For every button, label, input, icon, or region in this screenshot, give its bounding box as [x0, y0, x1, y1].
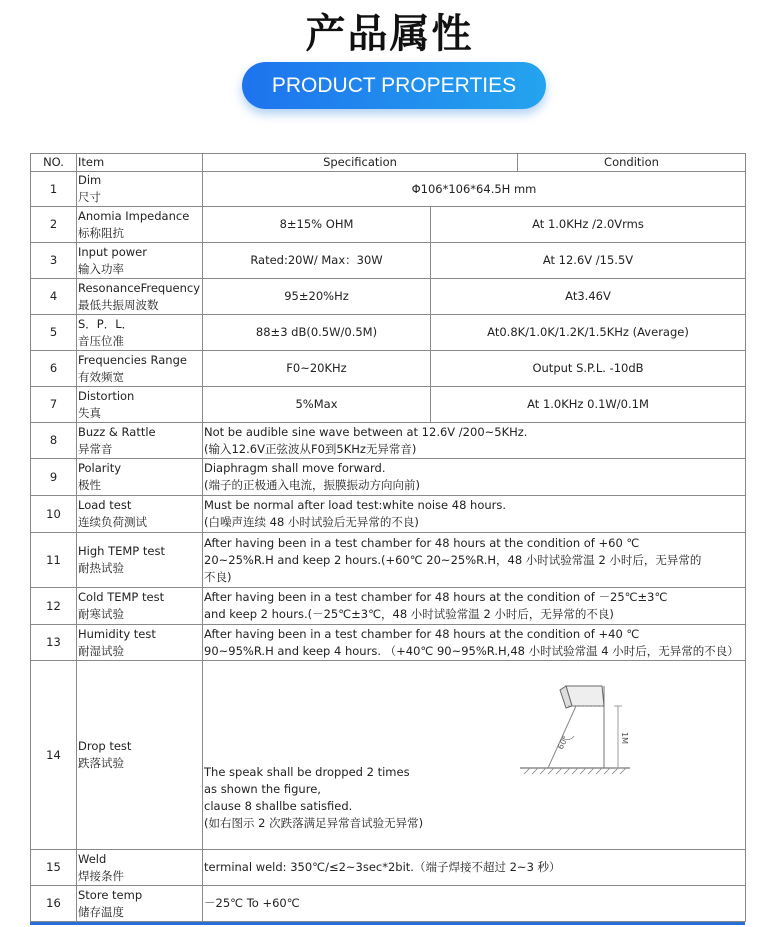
description-line: (如右图示 2 次跌落满足异常音试验无异常) — [204, 816, 424, 830]
item-en: S．P．L． — [78, 316, 134, 331]
item-en: High TEMP test — [78, 544, 165, 558]
item-cn: 连续负荷测试 — [78, 515, 147, 529]
header-specification: Specification — [203, 154, 518, 172]
description-line: as shown the figure, — [204, 782, 321, 796]
row-number: 2 — [31, 207, 77, 243]
description-line: (输入12.6V正弦波从F0到5KHz无异常音) — [204, 441, 417, 456]
table-row — [31, 387, 746, 423]
item-cn: 耐湿试验 — [78, 643, 124, 658]
row-number: 12 — [31, 588, 77, 625]
spec-cell: F0~20KHz — [203, 351, 431, 387]
item-en: Input power — [78, 244, 147, 259]
drop-test-figure — [518, 678, 636, 776]
description-cell — [203, 533, 746, 588]
description-cell — [203, 850, 746, 886]
header-item: Item — [77, 154, 203, 172]
description-line: and keep 2 hours.(－25℃±3℃，48 小时试验常温 2 小时后，无异常的不良) — [204, 607, 614, 621]
condition-cell: At 12.6V /15.5V — [431, 243, 746, 279]
table-row — [31, 661, 746, 850]
row-number: 14 — [31, 661, 77, 850]
table-header-row — [31, 154, 746, 172]
description-cell — [203, 625, 746, 661]
row-number: 10 — [31, 496, 77, 533]
table-row — [31, 588, 746, 625]
item-cell — [77, 423, 203, 459]
item-cell — [77, 351, 203, 387]
row-number: 13 — [31, 625, 77, 661]
item-cell — [77, 459, 203, 496]
table-row — [31, 533, 746, 588]
item-cell — [77, 172, 203, 207]
item-cn: 音压位准 — [78, 333, 124, 348]
row-number: 3 — [31, 243, 77, 279]
table-row — [31, 351, 746, 387]
item-cell — [77, 207, 203, 243]
item-cn: 极性 — [78, 478, 101, 492]
item-en: Cold TEMP test — [78, 590, 165, 604]
table-row — [31, 496, 746, 533]
item-cell — [77, 387, 203, 423]
item-cn: 耐寒试验 — [78, 607, 124, 621]
item-cn: 跌落试验 — [78, 756, 124, 770]
table-row — [31, 423, 746, 459]
item-en: Frequencies Range — [78, 352, 187, 367]
item-cell — [77, 625, 203, 661]
item-cn: 尺寸 — [78, 190, 101, 204]
description-line: Not be audible sine wave between at 12.6V /200~5KHz. — [204, 424, 528, 439]
item-en: Distortion — [78, 388, 135, 403]
description-line: (白噪声连续 48 小时试验后无异常的不良) — [204, 515, 419, 529]
item-cn: 耐热试验 — [78, 561, 124, 575]
description-line: 20~25%R.H and keep 2 hours.(+60℃ 20~25%R.H，48 小时试验常温 2 小时后，无异常的 — [204, 552, 702, 567]
row-number: 16 — [31, 886, 77, 922]
condition-cell: At 1.0KHz 0.1W/0.1M — [431, 387, 746, 423]
item-cn: 异常音 — [78, 441, 113, 456]
item-cn: 焊接条件 — [78, 868, 124, 883]
condition-cell: At 1.0KHz /2.0Vrms — [431, 207, 746, 243]
description-line: After having been in a test chamber for 48 hours at the condition of +60 ℃ — [204, 535, 640, 550]
row-number: 7 — [31, 387, 77, 423]
row-number: 5 — [31, 315, 77, 351]
item-cn: 有效频宽 — [78, 369, 124, 384]
row-number: 11 — [31, 533, 77, 588]
description-cell — [203, 886, 746, 922]
header-no: NO. — [31, 154, 77, 172]
height-label: 1M — [620, 732, 629, 744]
item-cn: 最低共振周波数 — [78, 297, 159, 312]
description-line: clause 8 shallbe satisfied. — [204, 799, 353, 813]
description-cell — [203, 423, 746, 459]
item-en: ResonanceFrequency — [78, 280, 201, 295]
item-en: Anomia Impedance — [78, 208, 190, 223]
bottom-accent-bar — [30, 922, 745, 925]
angle-label: 60° — [555, 734, 571, 751]
spec-cell: 95±20%Hz — [203, 279, 431, 315]
item-cell — [77, 279, 203, 315]
description-line: 不良) — [204, 569, 232, 584]
table-row — [31, 279, 746, 315]
row-number: 9 — [31, 459, 77, 496]
item-en: Load test — [78, 498, 132, 512]
item-cell — [77, 886, 203, 922]
properties-table — [30, 153, 746, 922]
item-cn: 输入功率 — [78, 261, 124, 276]
section-banner: PRODUCT PROPERTIES — [242, 62, 546, 109]
spec-cell: 8±15% OHM — [203, 207, 431, 243]
table-row — [31, 886, 746, 922]
item-en: Humidity test — [78, 626, 156, 641]
row-number: 4 — [31, 279, 77, 315]
spec-cell: Rated:20W/ Max：30W — [203, 243, 431, 279]
description-line: After having been in a test chamber for 48 hours at the condition of +40 ℃ — [204, 626, 640, 641]
spec-cell: 88±3 dB(0.5W/0.5M) — [203, 315, 431, 351]
item-cell — [77, 661, 203, 850]
item-cell — [77, 243, 203, 279]
row-number: 1 — [31, 172, 77, 207]
description-cell — [203, 661, 746, 850]
table-row — [31, 243, 746, 279]
description-cell — [203, 496, 746, 533]
condition-cell: At0.8K/1.0K/1.2K/1.5KHz (Average) — [431, 315, 746, 351]
item-cn: 标称阻抗 — [78, 225, 124, 240]
table-row — [31, 207, 746, 243]
row-number: 8 — [31, 423, 77, 459]
item-cell — [77, 533, 203, 588]
item-cn: 失真 — [78, 405, 101, 420]
condition-cell: At3.46V — [431, 279, 746, 315]
item-cn: 储存温度 — [78, 904, 124, 919]
table-row — [31, 172, 746, 207]
description-cell — [203, 459, 746, 496]
description-line: －25℃ To +60℃ — [204, 896, 300, 910]
table-row — [31, 315, 746, 351]
item-en: Store temp — [78, 887, 143, 902]
spec-cell: Φ106*106*64.5H mm — [203, 172, 746, 207]
item-en: Buzz & Rattle — [78, 424, 156, 439]
item-en: Dim — [78, 173, 102, 187]
description-line: Diaphragm shall move forward. — [204, 461, 386, 475]
item-en: Weld — [78, 851, 107, 866]
item-cell — [77, 315, 203, 351]
description-line: (端子的正极通入电流，振膜振动方向向前) — [204, 478, 420, 492]
item-cell — [77, 496, 203, 533]
description-line: The speak shall be dropped 2 times — [204, 765, 410, 779]
spec-cell: 5%Max — [203, 387, 431, 423]
table-row — [31, 850, 746, 886]
description-line: terminal weld: 350℃/≤2~3sec*2bit.（端子焊接不超过 2~3 秒） — [204, 860, 561, 874]
description-line: Must be normal after load test:white noise 48 hours. — [204, 498, 507, 512]
item-en: Polarity — [78, 461, 122, 475]
description-line: 90~95%R.H and keep 4 hours. （+40℃ 90~95%R.H,48 小时试验常温 4 小时后，无异常的不良） — [204, 643, 739, 658]
ground-hatch — [524, 768, 626, 774]
item-cell — [77, 850, 203, 886]
page-title: 产品属性 — [305, 11, 474, 57]
table-row — [31, 459, 746, 496]
table-row — [31, 625, 746, 661]
item-cell — [77, 588, 203, 625]
header-condition: Condition — [518, 154, 746, 172]
row-number: 6 — [31, 351, 77, 387]
description-line: After having been in a test chamber for 48 hours at the condition of －25℃±3℃ — [204, 590, 668, 604]
condition-cell: Output S.P.L. -10dB — [431, 351, 746, 387]
speaker-body — [566, 686, 604, 706]
item-en: Drop test — [78, 739, 132, 753]
row-number: 15 — [31, 850, 77, 886]
description-cell — [203, 588, 746, 625]
